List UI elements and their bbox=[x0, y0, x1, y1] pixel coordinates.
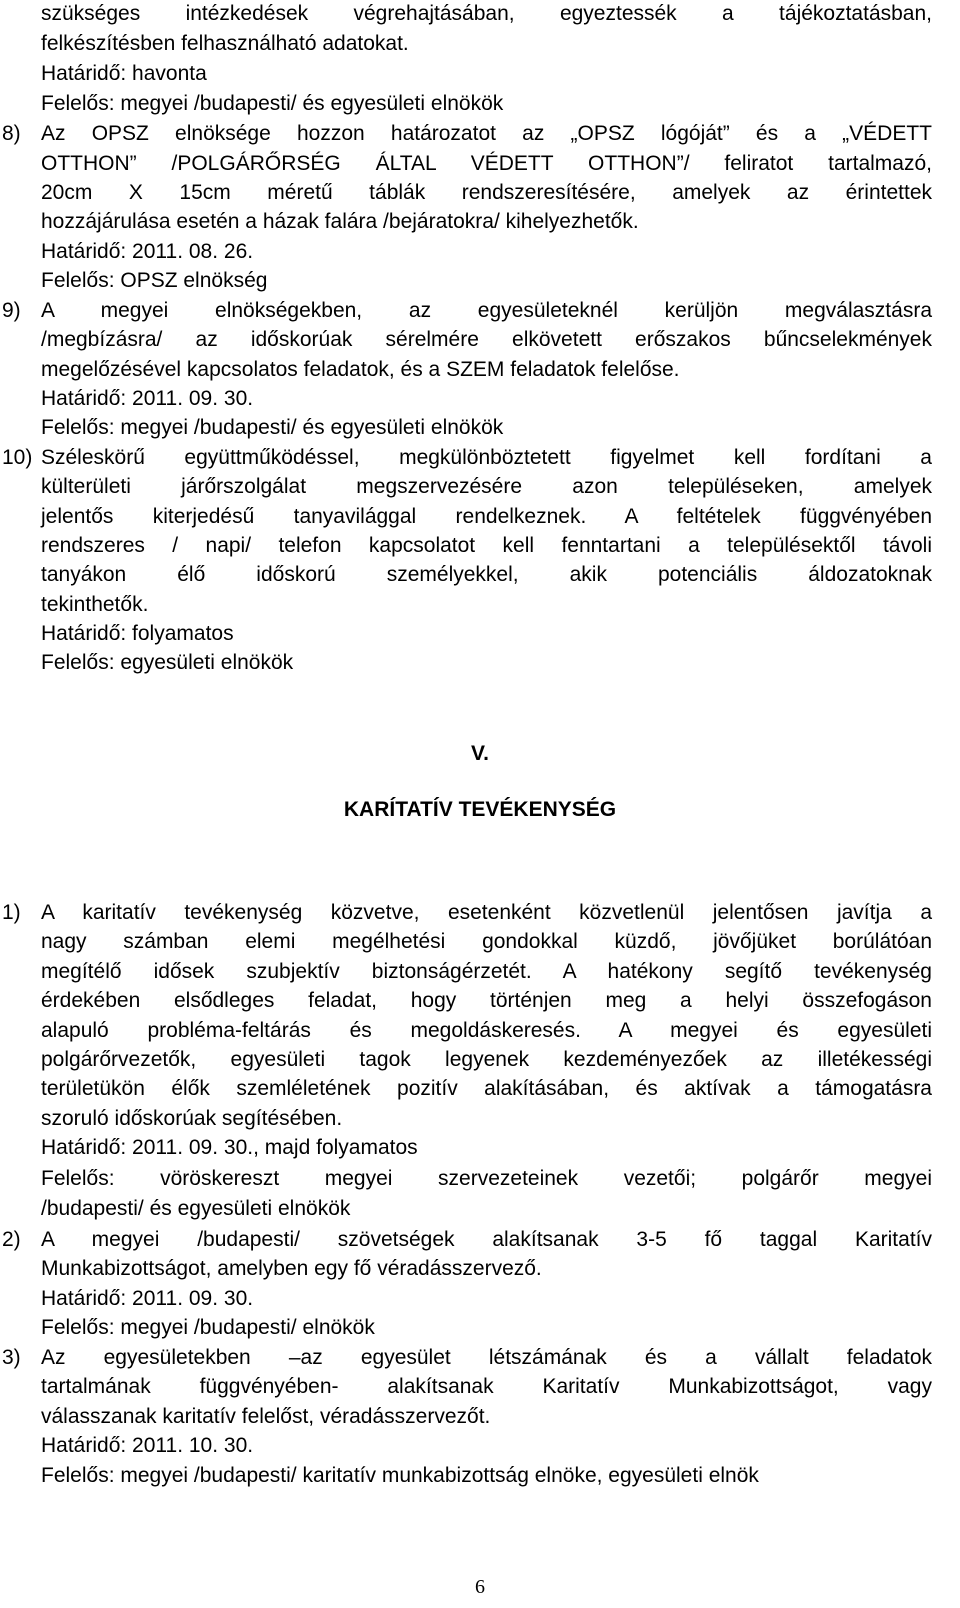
item-number: 9) bbox=[2, 299, 21, 322]
text-line: tartalmának függvényében- alakítsanak Karitatív Munkabizottságot, vagy bbox=[41, 1375, 932, 1398]
page-number: 6 bbox=[475, 1576, 485, 1598]
text-line: szoruló időskorúak segítésében. bbox=[41, 1107, 343, 1130]
text-line: területükön élők szemléletének pozitív alakításában, és aktívak a támogatásra bbox=[41, 1077, 932, 1100]
text-line: tanyákon élő időskorú személyekkel, akik potenciális áldozatoknak bbox=[41, 563, 932, 586]
responsible-line: /budapesti/ és egyesületi elnökök bbox=[41, 1197, 351, 1220]
text-line: nagy számban elemi megélhetési gondokkal küzdő, jövőjüket borúlátóan bbox=[41, 930, 932, 953]
item-number: 2) bbox=[2, 1228, 21, 1251]
section-title: KARÍTATÍV TEVÉKENYSÉG bbox=[343, 798, 617, 821]
text-line: polgárőrvezetők, egyesületi tagok legyenek kezdeményezőek az illetékességi bbox=[41, 1048, 932, 1071]
text-line: tekinthetők. bbox=[41, 593, 149, 616]
responsible-line: Felelős: megyei /budapesti/ és egyesületi elnökök bbox=[41, 416, 504, 439]
section-number: V. bbox=[471, 742, 489, 765]
text-line: A megyei /budapesti/ szövetségek alakítsanak 3-5 fő taggal Karitatív bbox=[41, 1228, 932, 1251]
deadline-line: Határidő: 2011. 10. 30. bbox=[41, 1434, 254, 1457]
text-line: felkészítésben felhasználható adatokat. bbox=[41, 32, 409, 55]
text-line: Munkabizottságot, amelyben egy fő véradásszervező. bbox=[41, 1257, 542, 1280]
text-line: szükséges intézkedések végrehajtásában, egyeztessék a tájékoztatásban, bbox=[41, 2, 932, 25]
text-line: OTTHON” /POLGÁRŐRSÉG ÁLTAL VÉDETT OTTHON”/ feliratot tartalmazó, bbox=[41, 152, 932, 175]
text-line: A karitatív tevékenység közvetve, esetenként közvetlenül jelentősen javítja a bbox=[41, 901, 932, 924]
text-line: alapuló probléma-feltárás és megoldáskeresés. A megyei és egyesületi bbox=[41, 1019, 932, 1042]
text-line: válasszanak karitatív felelőst, véradásszervezőt. bbox=[41, 1405, 491, 1428]
deadline-line: Határidő: folyamatos bbox=[41, 622, 234, 645]
item-number: 3) bbox=[2, 1346, 21, 1369]
text-line: A megyei elnökségekben, az egyesületeknél kerüljön megválasztásra bbox=[41, 299, 932, 322]
deadline-line: Határidő: havonta bbox=[41, 62, 207, 85]
responsible-line: Felelős: megyei /budapesti/ és egyesületi elnökök bbox=[41, 92, 504, 115]
text-line: 20cm X 15cm méretű táblák rendszeresítésére, amelyek az érintettek bbox=[41, 181, 932, 204]
item-number: 8) bbox=[2, 122, 21, 145]
text-line: megítélő idősek szubjektív biztonságérzetét. A hatékony segítő tevékenység bbox=[41, 960, 932, 983]
responsible-line: Felelős: vöröskereszt megyei szervezeteinek vezetői; polgárőr megyei bbox=[41, 1167, 932, 1190]
responsible-line: Felelős: OPSZ elnökség bbox=[41, 269, 268, 292]
text-line: Széleskörű együttműködéssel, megkülönböztetett figyelmet kell fordítani a bbox=[41, 446, 932, 469]
item-number: 1) bbox=[2, 901, 21, 924]
text-line: hozzájárulása esetén a házak falára /bejáratokra/ kihelyezhetők. bbox=[41, 210, 639, 233]
text-line: rendszeres / napi/ telefon kapcsolatot kell fenntartani a településektől távoli bbox=[41, 534, 932, 557]
text-line: Az OPSZ elnöksége hozzon határozatot az „OPSZ lógóját” és a „VÉDETT bbox=[41, 122, 932, 145]
text-line: /megbízásra/ az időskorúak sérelmére elkövetett erőszakos bűncselekmények bbox=[41, 328, 932, 351]
responsible-line: Felelős: egyesületi elnökök bbox=[41, 651, 294, 674]
text-line: megelőzésével kapcsolatos feladatok, és a SZEM feladatok felelőse. bbox=[41, 358, 680, 381]
item-number: 10) bbox=[2, 446, 33, 469]
deadline-line: Határidő: 2011. 08. 26. bbox=[41, 240, 254, 263]
deadline-line: Határidő: 2011. 09. 30., majd folyamatos bbox=[41, 1136, 418, 1159]
responsible-line: Felelős: megyei /budapesti/ elnökök bbox=[41, 1316, 375, 1339]
text-line: Az egyesületekben –az egyesület létszámának és a vállalt feladatok bbox=[41, 1346, 932, 1369]
deadline-line: Határidő: 2011. 09. 30. bbox=[41, 1287, 254, 1310]
text-line: külterületi járőrszolgálat megszervezésére azon településeken, amelyek bbox=[41, 475, 932, 498]
text-line: jelentős kiterjedésű tanyavilággal rendelkeznek. A feltételek függvényében bbox=[41, 505, 932, 528]
deadline-line: Határidő: 2011. 09. 30. bbox=[41, 387, 254, 410]
text-line: érdekében elsődleges feladat, hogy történjen meg a helyi összefogáson bbox=[41, 989, 932, 1012]
responsible-line: Felelős: megyei /budapesti/ karitatív munkabizottság elnöke, egyesületi elnök bbox=[41, 1464, 759, 1487]
